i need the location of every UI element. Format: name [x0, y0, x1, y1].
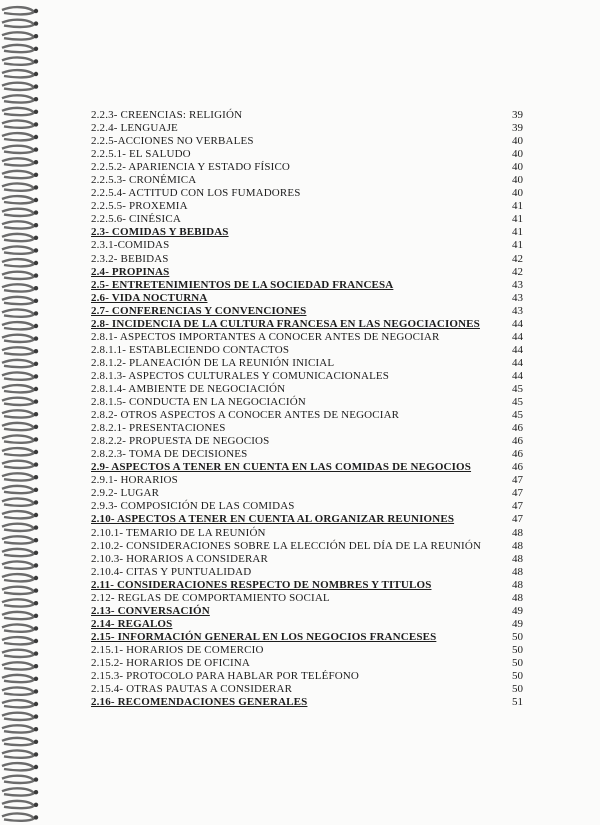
spiral-coil — [2, 574, 34, 581]
punch-hole — [34, 588, 38, 592]
punch-hole — [34, 97, 38, 101]
spiral-coil — [2, 121, 34, 128]
spiral-coil — [2, 625, 34, 632]
toc-entry-title: 2.9.1- HORARIOS — [91, 474, 178, 487]
toc-page-number: 40 — [512, 135, 523, 148]
punch-hole — [34, 702, 38, 706]
punch-hole — [34, 525, 38, 529]
punch-hole — [34, 513, 38, 517]
punch-hole — [34, 815, 38, 819]
toc-entry-row — [91, 187, 523, 200]
toc-entry-row — [91, 357, 523, 370]
toc-entry-title: 2.8.1.5- CONDUCTA EN LA NEGOCIACIÓN — [91, 396, 306, 409]
toc-entry-title: 2.5- ENTRETENIMIENTOS DE LA SOCIEDAD FRANCESA — [91, 278, 394, 291]
punch-hole — [34, 714, 38, 718]
punch-hole — [34, 261, 38, 265]
punch-hole — [34, 324, 38, 328]
punch-hole — [34, 387, 38, 391]
toc-entry-row — [91, 527, 523, 540]
toc-entry-row — [91, 644, 523, 657]
toc-page-number: 50 — [512, 670, 523, 683]
toc-section-row — [91, 579, 523, 592]
punch-hole — [34, 374, 38, 378]
toc-page-number: 48 — [512, 565, 523, 578]
punch-hole — [34, 147, 38, 151]
punch-hole — [34, 576, 38, 580]
punch-hole — [34, 538, 38, 542]
toc-page-number: 44 — [512, 369, 523, 382]
toc-entry-title: 2.2.5.2- APARIENCIA Y ESTADO FÍSICO — [91, 161, 291, 174]
toc-page-number: 46 — [512, 461, 523, 474]
toc-entry-title: 2.2.5-ACCIONES NO VERBALES — [91, 135, 254, 148]
punch-hole — [34, 236, 38, 240]
punch-hole — [34, 273, 38, 277]
toc-page-number: 40 — [512, 187, 523, 200]
spiral-coil — [2, 436, 34, 443]
toc-page-number: 50 — [512, 643, 523, 656]
spiral-coil — [2, 209, 34, 216]
spiral-coil — [2, 725, 34, 732]
punch-hole — [34, 349, 38, 353]
spiral-coil — [2, 385, 34, 392]
toc-page-number: 43 — [512, 304, 523, 317]
spiral-coil — [2, 58, 34, 65]
toc-page-number: 46 — [512, 422, 523, 435]
toc-entry-title: 2.13- CONVERSACIÓN — [91, 604, 210, 617]
punch-hole — [34, 198, 38, 202]
toc-section-row — [91, 618, 523, 631]
toc-entry-row — [91, 474, 523, 487]
spiral-coil — [2, 751, 34, 758]
toc-section-row — [91, 513, 523, 526]
spiral-coil — [2, 776, 34, 783]
spiral-coil — [2, 247, 34, 254]
toc-entry-title: 2.16- RECOMENDACIONES GENERALES — [91, 696, 308, 709]
punch-hole — [34, 425, 38, 429]
spiral-coil — [2, 171, 34, 178]
toc-entry-title: 2.8.2.1- PRESENTACIONES — [91, 422, 226, 435]
spiral-coil — [2, 196, 34, 203]
punch-hole — [34, 462, 38, 466]
table-of-contents — [91, 109, 523, 709]
punch-hole — [34, 790, 38, 794]
punch-hole — [34, 223, 38, 227]
toc-page-number: 42 — [512, 252, 523, 265]
spiral-coil — [2, 423, 34, 430]
toc-page-number: 41 — [512, 226, 523, 239]
punch-hole — [34, 450, 38, 454]
toc-page-number: 44 — [512, 343, 523, 356]
punch-hole — [34, 362, 38, 366]
spiral-coil — [2, 158, 34, 165]
toc-page-number: 41 — [512, 200, 523, 213]
toc-page-number: 44 — [512, 330, 523, 343]
toc-entry-row — [91, 670, 523, 683]
toc-entry-row — [91, 331, 523, 344]
spiral-coil — [2, 398, 34, 405]
toc-page-number: 48 — [512, 552, 523, 565]
punch-hole — [34, 210, 38, 214]
punch-hole — [34, 9, 38, 13]
toc-entry-row — [91, 422, 523, 435]
toc-page-number: 40 — [512, 161, 523, 174]
toc-entry-title: 2.15- INFORMACIÓN GENERAL EN LOS NEGOCIOS FRANCESES — [91, 630, 437, 643]
punch-hole — [34, 59, 38, 63]
toc-entry-row — [91, 200, 523, 213]
spiral-coil — [2, 45, 34, 52]
toc-section-row — [91, 279, 523, 292]
toc-entry-title: 2.3.1-COMIDAS — [91, 239, 170, 252]
toc-entry-row — [91, 657, 523, 670]
spiral-coil — [2, 32, 34, 39]
toc-page-number: 47 — [512, 487, 523, 500]
toc-entry-title: 2.6- VIDA NOCTURNA — [91, 291, 208, 304]
toc-page-number: 46 — [512, 435, 523, 448]
toc-entry-row — [91, 487, 523, 500]
toc-entry-title: 2.2.5.3- CRONÉMICA — [91, 174, 197, 187]
punch-hole — [34, 437, 38, 441]
toc-page-number: 41 — [512, 239, 523, 252]
toc-entry-row — [91, 135, 523, 148]
toc-entry-row — [91, 409, 523, 422]
toc-entry-title: 2.10.4- CITAS Y PUNTUALIDAD — [91, 565, 252, 578]
punch-hole — [34, 84, 38, 88]
toc-page-number: 43 — [512, 291, 523, 304]
toc-entry-title: 2.9- ASPECTOS A TENER EN CUENTA EN LAS COMIDAS DE NEGOCIOS — [91, 461, 472, 474]
toc-entry-title: 2.14- REGALOS — [91, 617, 173, 630]
spiral-coil — [2, 272, 34, 279]
toc-entry-row — [91, 239, 523, 252]
punch-hole — [34, 626, 38, 630]
spiral-coil — [2, 108, 34, 115]
toc-section-row — [91, 266, 523, 279]
punch-hole — [34, 488, 38, 492]
toc-page-number: 45 — [512, 396, 523, 409]
punch-hole — [34, 34, 38, 38]
toc-page-number: 48 — [512, 578, 523, 591]
punch-hole — [34, 651, 38, 655]
toc-entry-title: 2.15.1- HORARIOS DE COMERCIO — [91, 643, 264, 656]
toc-page-number: 44 — [512, 317, 523, 330]
spiral-coil — [2, 259, 34, 266]
spiral-coil — [2, 7, 34, 14]
spiral-coil — [2, 95, 34, 102]
punch-hole — [34, 160, 38, 164]
spiral-coil — [2, 83, 34, 90]
toc-page-number: 50 — [512, 683, 523, 696]
spiral-coil — [2, 536, 34, 543]
spiral-coil — [2, 675, 34, 682]
toc-entry-row — [91, 122, 523, 135]
toc-page-number: 43 — [512, 278, 523, 291]
spiral-coil — [2, 763, 34, 770]
toc-entry-title: 2.8- INCIDENCIA DE LA CULTURA FRANCESA EN LAS NEGOCIACIONES — [91, 317, 480, 330]
punch-hole — [34, 21, 38, 25]
toc-page-number: 49 — [512, 604, 523, 617]
spiral-coil — [2, 738, 34, 745]
toc-entry-title: 2.10.1- TEMARIO DE LA REUNIÓN — [91, 526, 266, 539]
toc-entry-row — [91, 500, 523, 513]
spiral-coil — [2, 637, 34, 644]
spiral-coil — [2, 814, 34, 821]
toc-entry-title: 2.8.2- OTROS ASPECTOS A CONOCER ANTES DE NEGOCIAR — [91, 409, 400, 422]
toc-entry-title: 2.9.3- COMPOSICIÓN DE LAS COMIDAS — [91, 500, 295, 513]
punch-hole — [34, 185, 38, 189]
toc-entry-row — [91, 592, 523, 605]
toc-entry-title: 2.10- ASPECTOS A TENER EN CUENTA AL ORGANIZAR REUNIONES — [91, 513, 455, 526]
toc-entry-title: 2.8.2.3- TOMA DE DECISIONES — [91, 448, 248, 461]
spiral-coil — [2, 788, 34, 795]
punch-hole — [34, 72, 38, 76]
toc-entry-row — [91, 566, 523, 579]
spiral-coil — [2, 322, 34, 329]
punch-hole — [34, 727, 38, 731]
toc-section-row — [91, 605, 523, 618]
toc-entry-row — [91, 435, 523, 448]
spiral-coil — [2, 335, 34, 342]
punch-hole — [34, 110, 38, 114]
spiral-coil — [2, 499, 34, 506]
spiral-coil — [2, 713, 34, 720]
punch-hole — [34, 677, 38, 681]
toc-entry-title: 2.8.2.2- PROPUESTA DE NEGOCIOS — [91, 435, 270, 448]
toc-entry-title: 2.8.1- ASPECTOS IMPORTANTES A CONOCER ANTES DE NEGOCIAR — [91, 330, 440, 343]
punch-hole — [34, 412, 38, 416]
toc-page-number: 44 — [512, 356, 523, 369]
spiral-coil — [2, 448, 34, 455]
punch-hole — [34, 399, 38, 403]
toc-entry-title: 2.15.3- PROTOCOLO PARA HABLAR POR TELÉFONO — [91, 670, 359, 683]
toc-entry-title: 2.8.1.3- ASPECTOS CULTURALES Y COMUNICACIONALES — [91, 369, 390, 382]
spiral-coil — [2, 284, 34, 291]
toc-page-number: 47 — [512, 500, 523, 513]
toc-entry-title: 2.10.3- HORARIOS A CONSIDERAR — [91, 552, 269, 565]
toc-page-number: 45 — [512, 409, 523, 422]
spiral-coil — [2, 511, 34, 518]
toc-section-row — [91, 696, 523, 709]
toc-section-row — [91, 461, 523, 474]
toc-page-number: 46 — [512, 448, 523, 461]
spiral-binding — [0, 0, 40, 825]
punch-hole — [34, 689, 38, 693]
spiral-coil — [2, 20, 34, 27]
spiral-coil — [2, 688, 34, 695]
toc-page-number: 40 — [512, 148, 523, 161]
toc-entry-row — [91, 370, 523, 383]
toc-section-row — [91, 292, 523, 305]
toc-entry-title: 2.2.4- LENGUAJE — [91, 122, 178, 135]
punch-hole — [34, 500, 38, 504]
toc-entry-title: 2.11- CONSIDERACIONES RESPECTO DE NOMBRES Y TITULOS — [91, 578, 432, 591]
punch-hole — [34, 664, 38, 668]
punch-hole — [34, 601, 38, 605]
toc-page-number: 51 — [512, 696, 523, 709]
toc-section-row — [91, 305, 523, 318]
toc-entry-row — [91, 148, 523, 161]
toc-page-number: 42 — [512, 265, 523, 278]
spiral-coil — [2, 549, 34, 556]
punch-hole — [34, 286, 38, 290]
toc-entry-title: 2.12- REGLAS DE COMPORTAMIENTO SOCIAL — [91, 591, 330, 604]
spiral-coil — [2, 801, 34, 808]
toc-entry-row — [91, 344, 523, 357]
punch-hole — [34, 122, 38, 126]
toc-entry-row — [91, 161, 523, 174]
toc-page-number: 48 — [512, 539, 523, 552]
spiral-coil — [2, 146, 34, 153]
toc-entry-title: 2.2.5.4- ACTITUD CON LOS FUMADORES — [91, 187, 301, 200]
toc-page-number: 48 — [512, 526, 523, 539]
punch-hole — [34, 563, 38, 567]
spiral-coil — [2, 650, 34, 657]
spiral-coil — [2, 524, 34, 531]
punch-hole — [34, 135, 38, 139]
spiral-coil — [2, 70, 34, 77]
toc-entry-title: 2.2.5.5- PROXEMIA — [91, 200, 188, 213]
toc-entry-row — [91, 253, 523, 266]
toc-page-number: 47 — [512, 513, 523, 526]
punch-hole — [34, 47, 38, 51]
toc-section-row — [91, 631, 523, 644]
punch-hole — [34, 803, 38, 807]
toc-entry-title: 2.15.2- HORARIOS DE OFICINA — [91, 656, 250, 669]
spiral-coil — [2, 587, 34, 594]
spiral-coil — [2, 461, 34, 468]
toc-section-row — [91, 318, 523, 331]
toc-entry-title: 2.10.2- CONSIDERACIONES SOBRE LA ELECCIÓN DEL DÍA DE LA REUNIÓN — [91, 539, 482, 552]
punch-hole — [34, 475, 38, 479]
spiral-coil — [2, 410, 34, 417]
spiral-coil — [2, 221, 34, 228]
toc-entry-title: 2.3.2- BEBIDAS — [91, 252, 169, 265]
toc-entry-title: 2.15.4- OTRAS PAUTAS A CONSIDERAR — [91, 683, 293, 696]
toc-entry-row — [91, 683, 523, 696]
toc-page-number: 45 — [512, 382, 523, 395]
spiral-coil — [2, 234, 34, 241]
punch-hole — [34, 752, 38, 756]
toc-entry-row — [91, 448, 523, 461]
spiral-coil — [2, 612, 34, 619]
spiral-coil — [2, 310, 34, 317]
toc-page-number: 47 — [512, 474, 523, 487]
spiral-coil — [2, 599, 34, 606]
punch-hole — [34, 299, 38, 303]
toc-page-number: 50 — [512, 656, 523, 669]
punch-hole — [34, 639, 38, 643]
spiral-coil — [2, 347, 34, 354]
spiral-coil — [2, 700, 34, 707]
spiral-coil — [2, 360, 34, 367]
spiral-coil — [2, 297, 34, 304]
spiral-coil — [2, 133, 34, 140]
punch-hole — [34, 248, 38, 252]
spiral-coil — [2, 662, 34, 669]
toc-page-number: 40 — [512, 174, 523, 187]
toc-page-number: 50 — [512, 630, 523, 643]
punch-hole — [34, 336, 38, 340]
toc-entry-title: 2.2.5.1- EL SALUDO — [91, 148, 191, 161]
toc-entry-row — [91, 174, 523, 187]
toc-entry-title: 2.8.1.2- PLANEACIÓN DE LA REUNIÓN INICIAL — [91, 356, 335, 369]
punch-hole — [34, 311, 38, 315]
toc-page-number: 39 — [512, 109, 523, 121]
toc-page-number: 48 — [512, 591, 523, 604]
spiral-coil — [2, 486, 34, 493]
toc-entry-row — [91, 383, 523, 396]
punch-hole — [34, 777, 38, 781]
punch-hole — [34, 765, 38, 769]
toc-page-number: 49 — [512, 617, 523, 630]
spiral-coil — [2, 373, 34, 380]
punch-hole — [34, 614, 38, 618]
toc-entry-title: 2.7- CONFERENCIAS Y CONVENCIONES — [91, 304, 307, 317]
spiral-coil — [2, 562, 34, 569]
toc-entry-title: 2.8.1.1- ESTABLECIENDO CONTACTOS — [91, 343, 290, 356]
toc-entry-title: 2.2.3- CREENCIAS: RELIGIÓN — [91, 109, 243, 121]
toc-entry-row — [91, 540, 523, 553]
punch-hole — [34, 740, 38, 744]
toc-entry-title: 2.9.2- LUGAR — [91, 487, 160, 500]
toc-page-number: 41 — [512, 213, 523, 226]
toc-entry-title: 2.3- COMIDAS Y BEBIDAS — [91, 226, 229, 239]
spiral-coil — [2, 473, 34, 480]
toc-entry-row — [91, 213, 523, 226]
spiral-coil — [2, 184, 34, 191]
toc-entry-title: 2.2.5.6- CINÉSICA — [91, 213, 181, 226]
toc-entry-title: 2.8.1.4- AMBIENTE DE NEGOCIACIÓN — [91, 382, 286, 395]
punch-hole — [34, 551, 38, 555]
punch-hole — [34, 173, 38, 177]
toc-entry-row — [91, 553, 523, 566]
toc-entry-row — [91, 109, 523, 122]
toc-section-row — [91, 226, 523, 239]
toc-entry-row — [91, 396, 523, 409]
toc-entry-title: 2.4- PROPINAS — [91, 265, 170, 278]
toc-page-number: 39 — [512, 122, 523, 135]
